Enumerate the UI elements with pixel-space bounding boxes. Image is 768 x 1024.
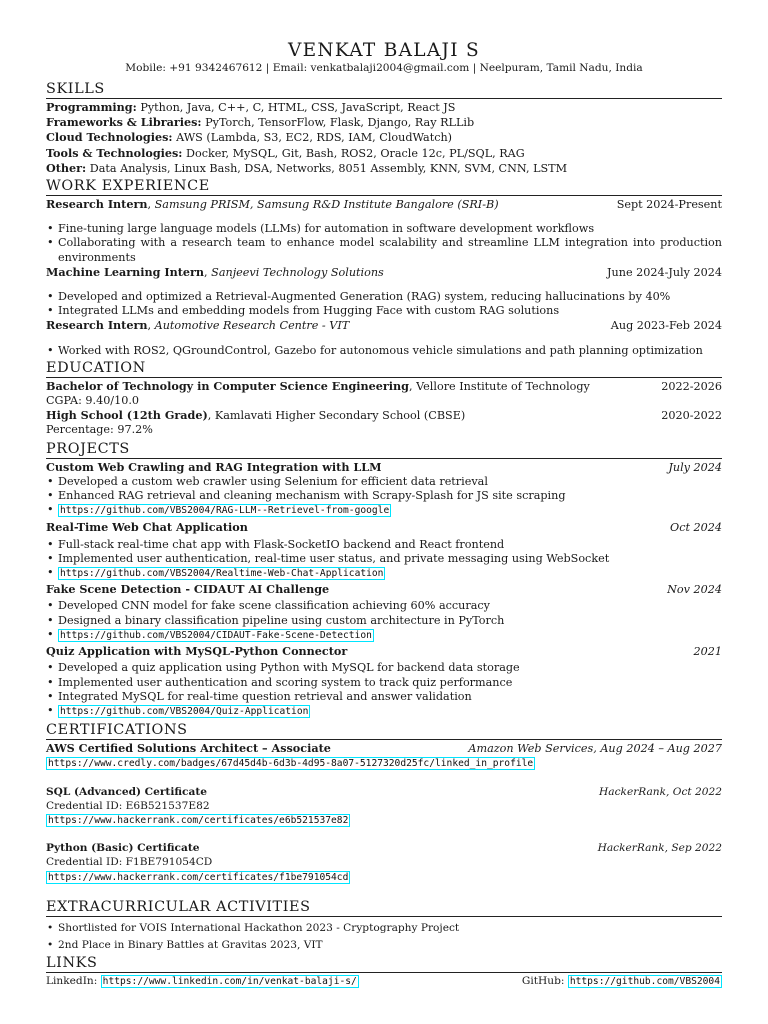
section-links-heading: LINKS [46,955,722,973]
cert-header [46,841,722,855]
project-link-item [46,566,722,580]
project-bullets [46,475,722,518]
project-header [46,520,722,535]
skill-row [46,115,722,130]
education-degree: High School (12th Grade) [46,408,208,423]
project-link[interactable]: https://github.com/VBS2004/Realtime-Web-Chat-Application [60,568,384,580]
education-degree: Bachelor of Technology in Computer Science Engineering [46,378,410,393]
job-bullets [46,290,722,318]
education-school: , Vellore Institute of Technology [409,379,590,393]
cert-credential: Credential ID: F1BE791054CD [46,856,213,869]
project-bullet: • Implemented user authentication and scoring system to track quiz performance [46,676,722,690]
cert-name: SQL (Advanced) Certificate [46,785,207,798]
linkedin-link[interactable]: https://www.linkedin.com/in/venkat-balaji-s/ [102,976,357,988]
project-date: 2021 [693,645,722,659]
section-projects-heading: PROJECTS [46,441,722,459]
cert-link[interactable]: https://www.hackerrank.com/certificates/e6b521537e82 [48,814,349,826]
job-bullets [46,222,722,265]
skill-row [46,161,722,176]
job-date: Sept 2024-Present [616,198,722,212]
cert-issuer: HackerRank, Sep 2022 [597,842,722,855]
cert-link-row [46,756,722,770]
skill-value: Python, Java, C++, C, HTML, CSS, JavaScript, React JS [140,101,456,114]
project-bullet: • Integrated MySQL for real-time question retrieval and answer validation [46,690,722,704]
project-link-item [46,704,722,718]
cert-link-row [46,813,722,827]
cert-link[interactable]: https://www.hackerrank.com/certificates/f1be791054cd [48,871,349,883]
project-header [46,582,722,597]
github-link[interactable]: https://github.com/VBS2004 [569,976,720,988]
candidate-name: VENKAT BALAJI S [287,40,481,61]
job-header: Research Intern, Samsung PRISM, Samsung R&D Institute Bangalore (SRI-B) Sept 2024-Present [46,197,722,212]
project-bullets [46,661,722,718]
project-bullets [46,599,722,642]
job-org: Samsung PRISM, Samsung R&D Institute Bangalore (SRI-B) [154,198,499,212]
skill-label: Tools & Technologies: [46,145,183,160]
contact-line: Mobile: +91 9342467612 | Email: venkatbalaji2004@gmail.com | Neelpuram, Tamil Nadu, India [125,62,643,74]
job-bullet: • Integrated LLMs and embedding models from Hugging Face with custom RAG solutions [46,304,722,318]
project-header [46,644,722,659]
job-date: June 2024-July 2024 [607,265,722,279]
project-bullet: • Developed CNN model for fake scene classification achieving 60% accuracy [46,599,722,613]
extracurricular-list [46,921,722,952]
cert-link-row [46,870,722,884]
skill-label: Other: [46,160,87,175]
project-header [46,460,722,475]
section-certifications-heading: CERTIFICATIONS [46,722,722,740]
project-name: Real-Time Web Chat Application [46,520,248,535]
project-bullet: • Developed a custom web crawler using Selenium for efficient data retrieval [46,475,722,489]
job-role: Research Intern [46,197,148,212]
project-link-item [46,503,722,517]
github-label: GitHub: [521,975,565,988]
job-header: Machine Learning Intern, Sanjeevi Technology Solutions June 2024-July 2024 [46,264,722,279]
project-name: Custom Web Crawling and RAG Integration with LLM [46,459,382,474]
skill-label: Programming: [46,100,137,114]
job-bullet: • Worked with ROS2, QGroundControl, Gazebo for autonomous vehicle simulations and path planning optimization [46,344,722,358]
job-org: Sanjeevi Technology Solutions [211,265,384,279]
education-date: 2022-2026 [661,379,722,393]
cert-link[interactable]: https://www.credly.com/badges/67d45d4b-6d3b-4d95-8a07-5127320d25fc/linked_in_profile [48,758,534,770]
section-skills-heading: SKILLS [46,81,722,99]
skill-value: PyTorch, TensorFlow, Flask, Django, Ray RLLib [205,116,475,130]
project-bullets [46,538,722,581]
skill-row [46,146,722,161]
resume-page [46,40,722,988]
job-date: Aug 2023-Feb 2024 [610,319,722,333]
project-bullet: • Full-stack real-time chat app with Flask-SocketIO backend and React frontend [46,538,722,552]
cert-issuer: Amazon Web Services, Aug 2024 – Aug 2027 [468,742,722,756]
job-bullets [46,344,722,358]
education-detail: CGPA: 9.40/10.0 [46,394,139,408]
project-date: Oct 2024 [670,521,722,535]
project-name: Quiz Application with MySQL-Python Connector [46,644,348,659]
project-name: Fake Scene Detection - CIDAUT AI Challenge [46,582,330,597]
education-school: , Kamlavati Higher Secondary School (CBSE) [207,409,466,423]
skill-row [46,130,722,145]
section-extracurricular-heading: EXTRACURRICULAR ACTIVITIES [46,899,722,917]
cert-name: Python (Basic) Certificate [46,842,200,855]
project-link[interactable]: https://github.com/VBS2004/RAG-LLM--Retrievel-from-google [60,505,390,517]
skills-list [46,100,722,176]
cert-name: AWS Certified Solutions Architect – Associate [46,741,331,756]
skill-value: Docker, MySQL, Git, Bash, ROS2, Oracle 12c, PL/SQL, RAG [186,146,525,160]
project-bullet: • Designed a binary classification pipeline using custom architecture in PyTorch [46,614,722,628]
section-education-heading: EDUCATION [46,360,722,378]
skill-label: Frameworks & Libraries: [46,115,202,130]
project-link[interactable]: https://github.com/VBS2004/CIDAUT-Fake-Scene-Detection [60,629,372,641]
project-date: Nov 2024 [667,583,722,597]
cert-credential: Credential ID: E6B521537E82 [46,799,210,812]
job-bullet: • Developed and optimized a Retrieval-Augmented Generation (RAG) system, reducing hallucinations by 40% [46,290,722,304]
job-header: Research Intern, Automotive Research Centre - VIT Aug 2023-Feb 2024 [46,318,722,333]
education-detail: Percentage: 97.2% [46,423,153,437]
extracurricular-item: • Shortlisted for VOIS International Hackathon 2023 - Cryptography Project [46,921,722,935]
skill-row [46,100,722,115]
job-role: Research Intern [46,318,148,333]
links-row [46,974,722,988]
project-bullet: • Enhanced RAG retrieval and cleaning mechanism with Scrapy-Splash for JS site scraping [46,489,722,503]
education-date: 2020-2022 [661,409,722,423]
education-row [46,379,722,394]
education-row [46,408,722,423]
skill-label: Cloud Technologies: [46,130,173,145]
skill-value: Data Analysis, Linux Bash, DSA, Networks, 8051 Assembly, KNN, SVM, CNN, LSTM [89,161,568,175]
cert-header [46,741,722,756]
project-date: July 2024 [668,460,722,474]
extracurricular-item: • 2nd Place in Binary Battles at Gravitas 2023, VIT [46,938,722,952]
job-bullet: • Collaborating with a research team to enhance model scalability and streamline LLM integration into production environments [46,236,722,264]
linkedin-label: LinkedIn: [46,975,98,988]
job-org: Automotive Research Centre - VIT [154,319,350,333]
project-bullet: • Implemented user authentication, real-time user status, and private messaging using WebSocket [46,552,722,566]
cert-header [46,785,722,799]
project-bullet: • Developed a quiz application using Python with MySQL for backend data storage [46,661,722,675]
project-link[interactable]: https://github.com/VBS2004/Quiz-Application [60,705,309,717]
project-link-item [46,628,722,642]
job-role: Machine Learning Intern [46,264,205,279]
cert-issuer: HackerRank, Oct 2022 [599,785,722,798]
job-bullet: • Fine-tuning large language models (LLMs) for automation in software development workflows [46,222,722,236]
skill-value: AWS (Lambda, S3, EC2, RDS, IAM, CloudWatch) [176,131,453,145]
section-work-heading: WORK EXPERIENCE [46,178,722,196]
